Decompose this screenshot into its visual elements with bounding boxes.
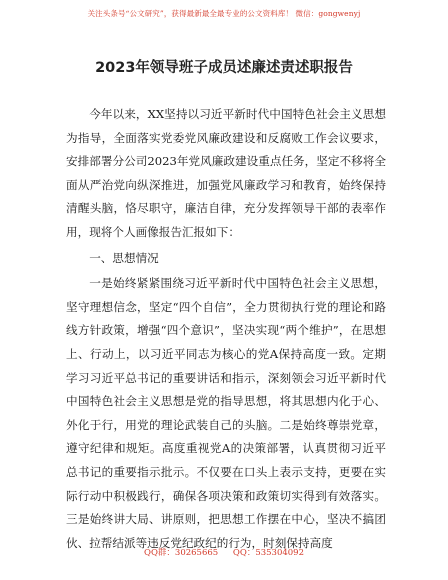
footer-contact xyxy=(0,546,448,558)
section-heading: 一、思想情况 xyxy=(89,250,159,265)
top-banner: 关注头条号“公文研究”，获得最新最全最专业的公文资料库！ 微信：gongwenyj xyxy=(87,9,361,18)
page-title: 2023年领导班子成员述廉述责述职报告 xyxy=(95,60,353,76)
footer-qq: QQ：535304092 xyxy=(232,548,304,558)
intro-paragraph: 今年以来，XX坚持以习近平新时代中国特色社会主义思想为指导，全面落实党委党风廉政建设和反腐败工作会议要求，安排部署分公司2023年党风廉政建设重点任务，坚定不移将全面从严治党向纵深推进，加强党风廉政学习和教育，始终保持清醒头脑，恪尽职守，廉洁自律，充分发挥领导干部的表率作用，现将个人画像报告汇报如下： xyxy=(66,107,386,239)
body-paragraph: 一是始终紧紧围绕习近平新时代中国特色社会主义思想，坚守理想信念，坚定“四个自信”，全力贯彻执行党的理论和路线方针政策，增强“四个意识”，坚决实现“两个维护”，在思想上、行动上，以习近平同志为核心的党A保持高度一致。定期学习习近平总书记的重要讲话和指示，深刻领会习近平新时代中国特色社会主义思想是党的指导思想，将其思想内化于心、外化于行，用党的理论武装自己的头脑。二是始终尊崇党章，遵守纪律和规矩。高度重视党A的决策部署，认真贯彻习近平总书记的重要指示批示。不仅要在口头上表示支持，更要在实际行动中积极践行，确保各项决策和政策切实得到有效落实。三是始终讲大局、讲原则，把思想工作摆在中心，坚决不搞团伙、拉帮结派等违反党纪政纪的行为，时刻保持高度 xyxy=(66,276,386,550)
document-body xyxy=(66,103,386,555)
footer-qq-group: QQ群：30265665 xyxy=(143,548,219,558)
